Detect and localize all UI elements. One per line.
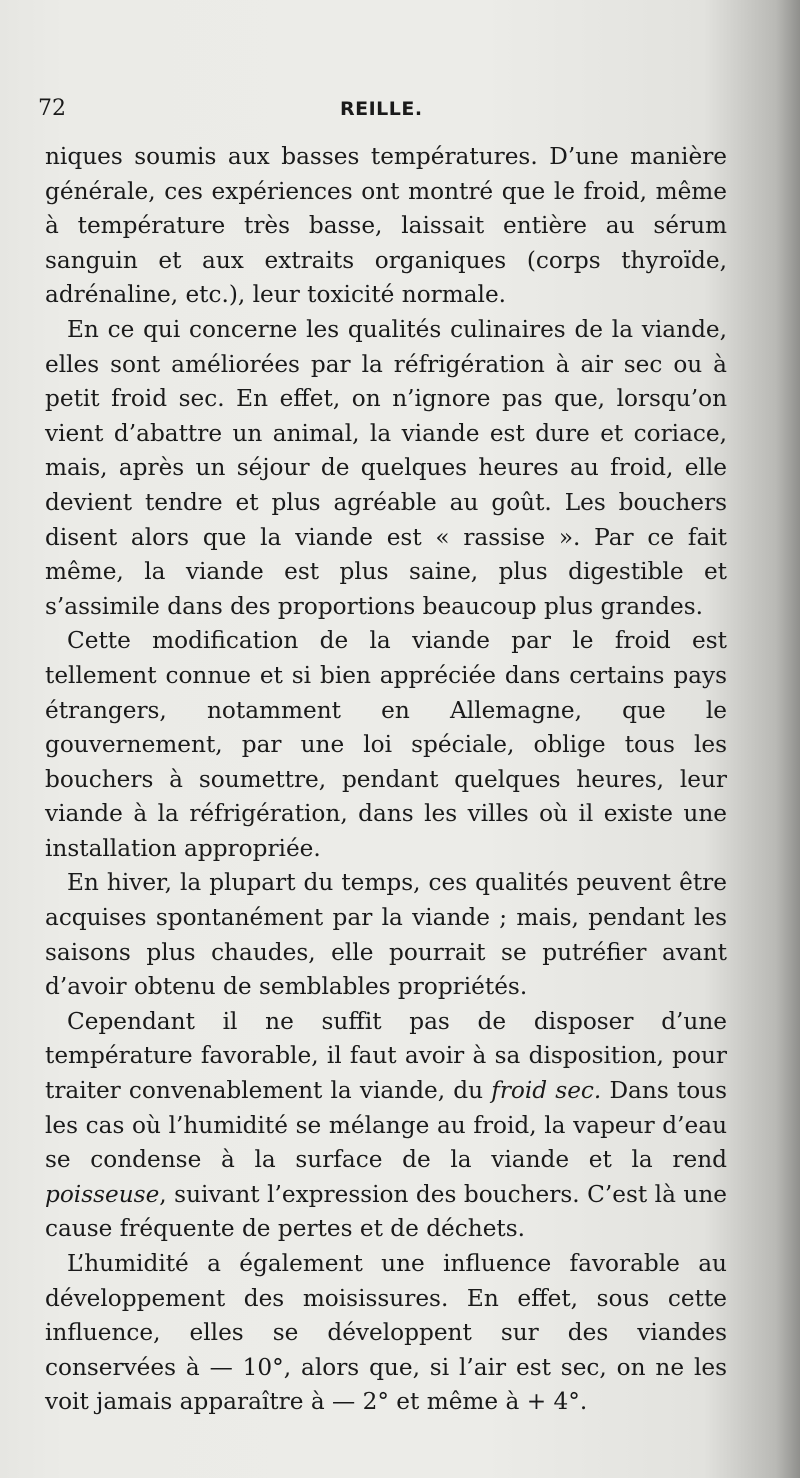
paragraph (45, 624, 727, 866)
text-run: En ce qui concerne les qualités culinaires de la viande, elles sont améliorées par la réfrigération à air sec ou à petit froid sec. En effet, on n’ignore pas que, lorsqu’on vient d’abattre un animal, la viande est dure et coriace, mais, après un séjour de quelques heures au froid, elle devient tendre et plus agréable au goût. Les bouchers disent alors que la viande est « rassise ». Par ce fait même, la viande est plus saine, plus digestible et s’assimile dans des proportions beaucoup plus grandes. (45, 315, 727, 620)
text-run: Dans tous les cas où l’humidité se mélange au froid, la vapeur d’eau se condense à la surface de la viande et la rend (45, 1077, 727, 1174)
text-run: , suivant l’expression des bouchers. C’est là une cause fréquente de pertes et de déchets. (45, 1180, 727, 1243)
paragraph (45, 1247, 727, 1420)
body-text (45, 140, 727, 1420)
running-head: REILLE. (340, 98, 423, 120)
page-header (38, 96, 738, 126)
italic-text-run: poisseuse (45, 1180, 160, 1208)
text-run: Cependant il ne suffit pas de disposer d’une température favorable, il faut avoir à sa disposition, pour traiter convenablement la viande, du (45, 1007, 727, 1105)
text-run: En hiver, la plupart du temps, ces qualités peuvent être acquises spontanément par la viande ; mais, pendant les saisons plus chaudes, elle pourrait se putréfier avant d’avoir obtenu de semblables propriétés. (45, 869, 727, 1001)
text-run: Cette modification de la viande par le froid est tellement connue et si bien appréciée dans certains pays étrangers, notamment en Allemagne, que le gouvernement, par une loi spéciale, oblige tous les bouchers à soumettre, pendant quelques heures, leur viande à la réfrigération, dans les villes où il existe une installation appropriée. (45, 627, 727, 862)
paragraph (45, 866, 727, 1004)
italic-text-run: froid sec. (491, 1077, 602, 1105)
text-run: L’humidité a également une influence favorable au développement des moisissures. En effet, sous cette influence, elles se développent sur des viandes conservées à — 10°, alors que, si l’air est sec, on ne les voit jamais apparaître à — 2° et même à + 4°. (45, 1250, 727, 1416)
text-run: niques soumis aux basses températures. D’une manière générale, ces expériences ont montré que le froid, même à température très basse, laissait entière au sérum sanguin et aux extraits organiques (corps thyroïde, adrénaline, etc.), leur toxicité normale. (45, 143, 727, 309)
page-number: 72 (38, 96, 66, 121)
paragraph (45, 140, 727, 313)
paragraph (45, 313, 727, 624)
paragraph (45, 1005, 727, 1247)
